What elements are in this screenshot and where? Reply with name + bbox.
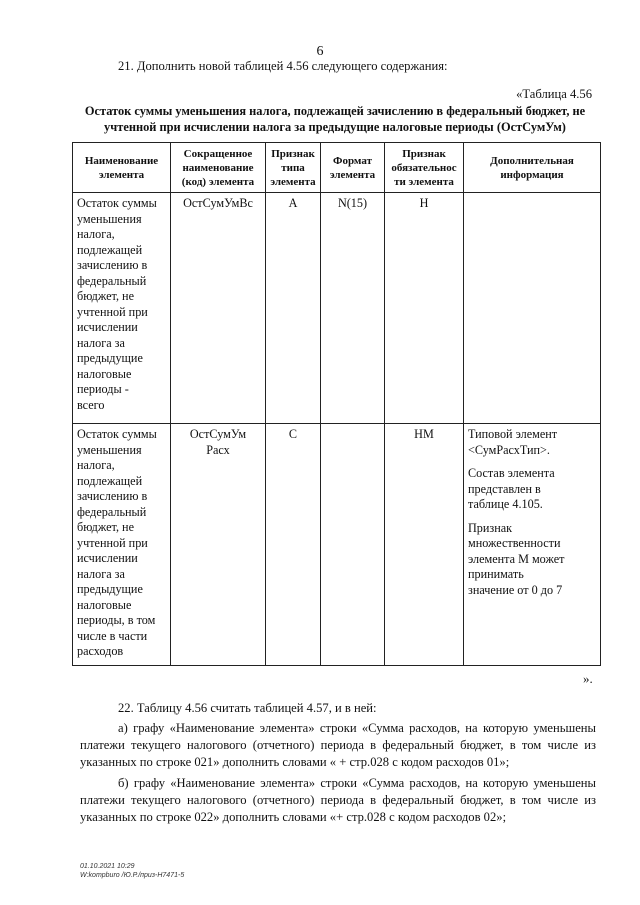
- cell-name: Остаток суммы уменьшения налога, подлежащей зачислению в федеральный бюджет, не учтенной при исчислении налога за предыдущие налоговые периоды - всего: [73, 193, 171, 424]
- item-22-b: б) графу «Наименование элемента» строки «Сумма расходов, на которую уменьшены платежи текущего налогового (отчетного) периода в федеральный бюджет, в том числе из указанных по строке 022» дополнить словами «+ стр.028 с кодом расходов 02»;: [80, 776, 596, 824]
- cell-required: Н: [385, 193, 464, 424]
- footer-path: W:kompburo /Ю.Р./приз-Н7471-5: [80, 872, 185, 879]
- footer-stamp: [80, 862, 184, 880]
- table-reference: «Таблица 4.56: [516, 87, 592, 101]
- cell-name: Остаток суммы уменьшения налога, подлежащей зачислению в федеральный бюджет, не учтенной при исчислении налога за предыдущие налоговые периоды, в том числе в части расходов: [73, 424, 171, 666]
- cell-code: ОстСумУм Расх: [171, 424, 266, 666]
- intro-paragraph: 21. Дополнить новой таблицей 4.56 следующего содержания:: [118, 59, 448, 73]
- table-title: Остаток суммы уменьшения налога, подлежащей зачислению в федеральный бюджет, не учтенной при исчислении налога за предыдущие налоговые периоды (ОстСумУм): [84, 104, 586, 134]
- item-22-a: а) графу «Наименование элемента» строки «Сумма расходов, на которую уменьшены платежи текущего налогового (отчетного) периода в федеральный бюджет, в том числе из указанных по строке 021» дополнить словами « + стр.028 с кодом расходов 01»;: [80, 721, 596, 769]
- table-close-quote: ».: [583, 671, 593, 686]
- table-row: [73, 424, 601, 666]
- item-22-heading: 22. Таблицу 4.56 считать таблицей 4.57, и в ней:: [118, 701, 377, 715]
- elements-table: [72, 142, 601, 666]
- cell-info: [464, 424, 601, 666]
- cell-info: [464, 193, 601, 424]
- page-number: 6: [316, 44, 324, 59]
- cell-type: С: [266, 424, 321, 666]
- header-required: Признак обязательнос ти элемента: [385, 143, 464, 193]
- cell-code: ОстСумУмВс: [171, 193, 266, 424]
- info-line: Типовой элемент <СумРасхТип>.: [468, 427, 558, 457]
- header-type: Признак типа элемента: [266, 143, 321, 193]
- cell-format: N(15): [321, 193, 385, 424]
- cell-format: [321, 424, 385, 666]
- header-info: Дополнительная информация: [464, 143, 601, 193]
- cell-type: А: [266, 193, 321, 424]
- table-header-row: [73, 143, 601, 193]
- footer-date: 01.10.2021 10:29: [80, 863, 135, 870]
- info-line: Признак множественности элемента М может принимать значение от 0 до 7: [468, 520, 565, 597]
- header-format: Формат элемента: [321, 143, 385, 193]
- cell-required: НМ: [385, 424, 464, 666]
- header-code: Сокращенное наименование (код) элемента: [171, 143, 266, 193]
- header-name: Наименование элемента: [73, 143, 171, 193]
- info-line: Состав элемента представлен в таблице 4.105.: [468, 466, 555, 511]
- table-row: [73, 193, 601, 424]
